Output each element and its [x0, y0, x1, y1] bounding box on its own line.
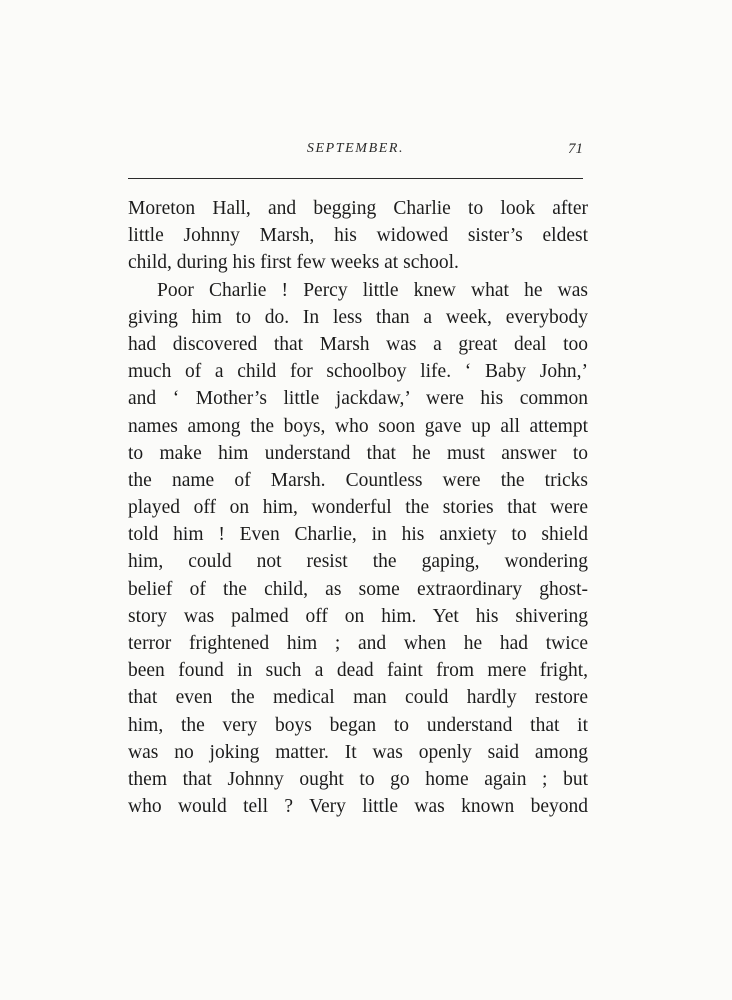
text-line: Moreton Hall, and begging Charlie to look after [128, 198, 588, 219]
text-line: told him ! Even Charlie, in his anxiety to shield [128, 524, 588, 546]
text-line: them that Johnny ought to go home again ; but [128, 768, 588, 790]
text-line: little Johnny Marsh, his widowed sister’s eldest [128, 225, 588, 247]
text-line: the name of Marsh. Countless were the tricks [128, 469, 588, 491]
text-line: played off on him, wonderful the stories that were [128, 497, 588, 519]
text-line: who would tell ? Very little was known beyond [128, 796, 588, 818]
text-line: that even the medical man could hardly restore [128, 687, 588, 709]
text-line: much of a child for schoolboy life. ‘ Baby John,’ [128, 361, 588, 383]
running-title: SEPTEMBER. [306, 141, 405, 156]
text-line: story was palmed off on him. Yet his shivering [128, 605, 588, 627]
text-line: him, the very boys began to understand that it [128, 714, 588, 736]
text-line: belief of the child, as some extraordinary ghost- [128, 578, 588, 600]
header-rule [128, 178, 583, 179]
text-line: him, could not resist the gaping, wondering [128, 551, 588, 573]
text-line: names among the boys, who soon gave up all attempt [128, 415, 588, 437]
text-line: child, during his first few weeks at school. [128, 252, 459, 274]
text-line: terror frightened him ; and when he had twice [128, 633, 588, 654]
text-line: been found in such a dead faint from mere fright, [128, 660, 588, 682]
text-line: Poor Charlie ! Percy little knew what he was [157, 279, 588, 301]
running-head [128, 141, 583, 163]
text-line: to make him understand that he must answer to [128, 442, 588, 464]
text-line: giving him to do. In less than a week, everybody [128, 306, 588, 328]
text-line: and ‘ Mother’s little jackdaw,’ were his common [128, 388, 588, 410]
body-text [128, 195, 588, 820]
page-number: 71 [568, 141, 583, 157]
text-line: was no joking matter. It was openly said among [128, 741, 588, 763]
text-line: had discovered that Marsh was a great deal too [128, 333, 588, 355]
